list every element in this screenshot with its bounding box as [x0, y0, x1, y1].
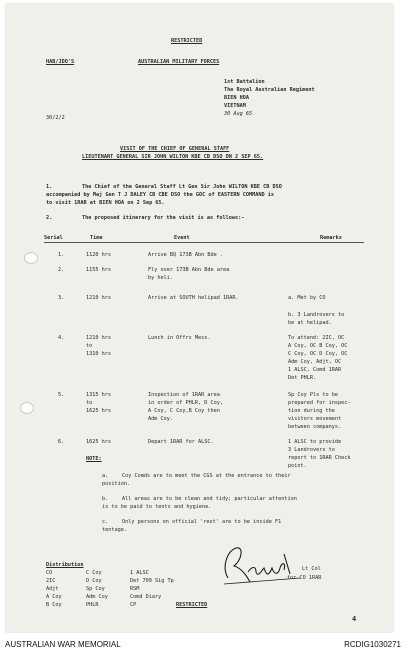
- row-time: 1120 hrs: [86, 252, 111, 258]
- row-time: 1625 hrs: [86, 408, 111, 414]
- distribution-entry: CP: [130, 602, 137, 608]
- note-letter: a.: [102, 473, 109, 479]
- document-date: 30 Aug 65: [224, 111, 253, 117]
- document-title-line-2: LIEUTENANT GENERAL SIR JOHN WILTON KBE CB DSO ON 2 SEP 65.: [82, 154, 264, 160]
- row-time: 1315 hrs: [86, 392, 111, 398]
- column-header-event: Event: [174, 235, 190, 241]
- row-time: to: [86, 343, 93, 349]
- note-letter: c.: [102, 519, 109, 525]
- row-event: by heli.: [148, 275, 173, 281]
- document-title-line-1: VISIT OF THE CHIEF OF GENERAL STAFF: [120, 146, 230, 152]
- row-event: Arrive at SOUTH helipad 1RAR.: [148, 295, 239, 301]
- row-event: A Coy, C Coy,B Coy then: [148, 408, 220, 414]
- note-text-line: Coy Comds are to meet the CGS at the entrance to their: [122, 473, 291, 479]
- row-remarks: A Coy, OC B Coy, OC: [288, 343, 348, 349]
- classification-bottom: RESTRICTED: [176, 602, 208, 608]
- row-remarks: Adm Coy, Adjt, OC: [288, 359, 342, 365]
- distribution-entry: CO: [46, 570, 53, 576]
- note-text-line: Only persons on official 'rest' are to be inside F1: [122, 519, 282, 525]
- row-event: Arrive BQ 173B Abn Bde .: [148, 252, 223, 258]
- distribution-entry: Det 709 Sig Tp: [130, 578, 174, 584]
- distribution-entry: 1 ALSC: [130, 570, 149, 576]
- row-event: Lunch in Offrs Mess.: [148, 335, 211, 341]
- distribution-entry: D Coy: [86, 578, 102, 584]
- row-remarks: Sp Coy Pls to be: [288, 392, 338, 398]
- address-line: The Royal Australian Regiment: [224, 87, 315, 93]
- distribution-entry: A Coy: [46, 594, 62, 600]
- paragraph-text-line: accompanied by Maj Gen T J DALEY CB CBE DSO the GOC of EASTERN COMMAND is: [46, 192, 274, 198]
- row-time: 1625 hrs: [86, 439, 111, 445]
- column-header-remarks: Remarks: [320, 235, 342, 241]
- row-remarks: tion during the: [288, 408, 335, 414]
- row-time: to: [86, 400, 93, 406]
- address-line: VIETNAM: [224, 103, 246, 109]
- table-header-rule: [44, 242, 364, 243]
- archive-name: AUSTRALIAN WAR MEMORIAL: [5, 640, 121, 649]
- archive-record-id: RCDIG1030271: [344, 640, 401, 649]
- row-remarks: 3 Landrovers to: [288, 447, 335, 453]
- note-text-line: tentage.: [102, 527, 127, 533]
- note-letter: b.: [102, 496, 109, 502]
- row-time: 1210 hrs: [86, 295, 111, 301]
- handwritten-signature: [220, 538, 306, 590]
- paragraph-text-line: to visit 1RAR at BIEN HOA on 2 Sep 65.: [46, 200, 165, 206]
- row-remarks: report to 1RAR Check: [288, 455, 351, 461]
- column-header-time: Time: [90, 235, 103, 241]
- signature-for-line: for CO 1RAR: [287, 575, 322, 581]
- row-event: Depart 1RAR for ALSC.: [148, 439, 214, 445]
- row-serial: 6.: [58, 439, 65, 445]
- org-title: AUSTRALIAN MILITARY FORCES: [138, 59, 220, 65]
- column-header-serial: Serial: [44, 235, 63, 241]
- distribution-entry: Adjt: [46, 586, 59, 592]
- row-remarks: a. Met by CO: [288, 295, 326, 301]
- file-reference: HAB/JDO'S: [46, 59, 75, 65]
- paragraph-text: The proposed itinerary for the visit is as follows:-: [82, 215, 245, 221]
- row-time: 1155 hrs: [86, 267, 111, 273]
- address-line: 1st Battalion: [224, 79, 265, 85]
- row-remarks: visitors movement: [288, 416, 342, 422]
- row-event: Inspection of 1RAR area: [148, 392, 220, 398]
- distribution-heading: Distribution: [46, 562, 84, 568]
- row-time: 1310 hrs: [86, 351, 111, 357]
- paragraph-number: 1.: [46, 184, 53, 190]
- row-remarks: be at helipad.: [288, 320, 332, 326]
- row-serial: 2.: [58, 267, 65, 273]
- distribution-entry: Sp Coy: [86, 586, 105, 592]
- note-text-line: All areas are to be clean and tidy; particular attention: [122, 496, 297, 502]
- row-remarks: Det PHLR.: [288, 375, 317, 381]
- distribution-entry: PHLR: [86, 602, 99, 608]
- distribution-entry: C Coy: [86, 570, 102, 576]
- row-event: Fly over 173B Abn Bde area: [148, 267, 230, 273]
- row-serial: 1.: [58, 252, 65, 258]
- distribution-entry: 2IC: [46, 578, 56, 584]
- paragraph-text-line: The Chief of the General Staff Lt Gen Sir John WILTON KBE CB DSO: [82, 184, 282, 190]
- row-remarks: To attend: 2IC, OC: [288, 335, 345, 341]
- page-mark: 4: [352, 615, 357, 623]
- note-text-line: is to be paid to tents and hygiene.: [102, 504, 212, 510]
- row-event: Adm Coy.: [148, 416, 173, 422]
- row-remarks: 1 ALSC to provide: [288, 439, 342, 445]
- address-line: BIEN HOA: [224, 95, 249, 101]
- row-serial: 5.: [58, 392, 65, 398]
- archive-footer: [0, 633, 407, 653]
- row-remarks: 1 ALSC, Comd 1RAR: [288, 367, 342, 373]
- row-serial: 3.: [58, 295, 65, 301]
- notes-heading: NOTE:: [86, 456, 102, 462]
- row-serial: 4.: [58, 335, 65, 341]
- row-remarks: b. 3 Landrovers to: [288, 312, 345, 318]
- document-page: [6, 4, 393, 632]
- row-event: in order of PHLR, D Coy,: [148, 400, 223, 406]
- punch-hole: [24, 252, 38, 264]
- punch-hole: [20, 402, 34, 414]
- paragraph-number: 2.: [46, 215, 53, 221]
- note-text-line: position.: [102, 481, 131, 487]
- row-time: 1210 hrs: [86, 335, 111, 341]
- row-remarks: between companys.: [288, 424, 342, 430]
- row-remarks: prepared for inspec-: [288, 400, 351, 406]
- distribution-entry: B Coy: [46, 602, 62, 608]
- row-remarks: point.: [288, 463, 307, 469]
- distribution-entry: RSM: [130, 586, 140, 592]
- signature-rank: Lt Col: [302, 566, 321, 572]
- distribution-entry: Adm Coy: [86, 594, 108, 600]
- distribution-entry: Comd Diary: [130, 594, 162, 600]
- reference-number: 30/2/2: [46, 115, 65, 121]
- classification-top: RESTRICTED: [171, 38, 203, 44]
- row-remarks: C Coy, OC D Coy, OC: [288, 351, 348, 357]
